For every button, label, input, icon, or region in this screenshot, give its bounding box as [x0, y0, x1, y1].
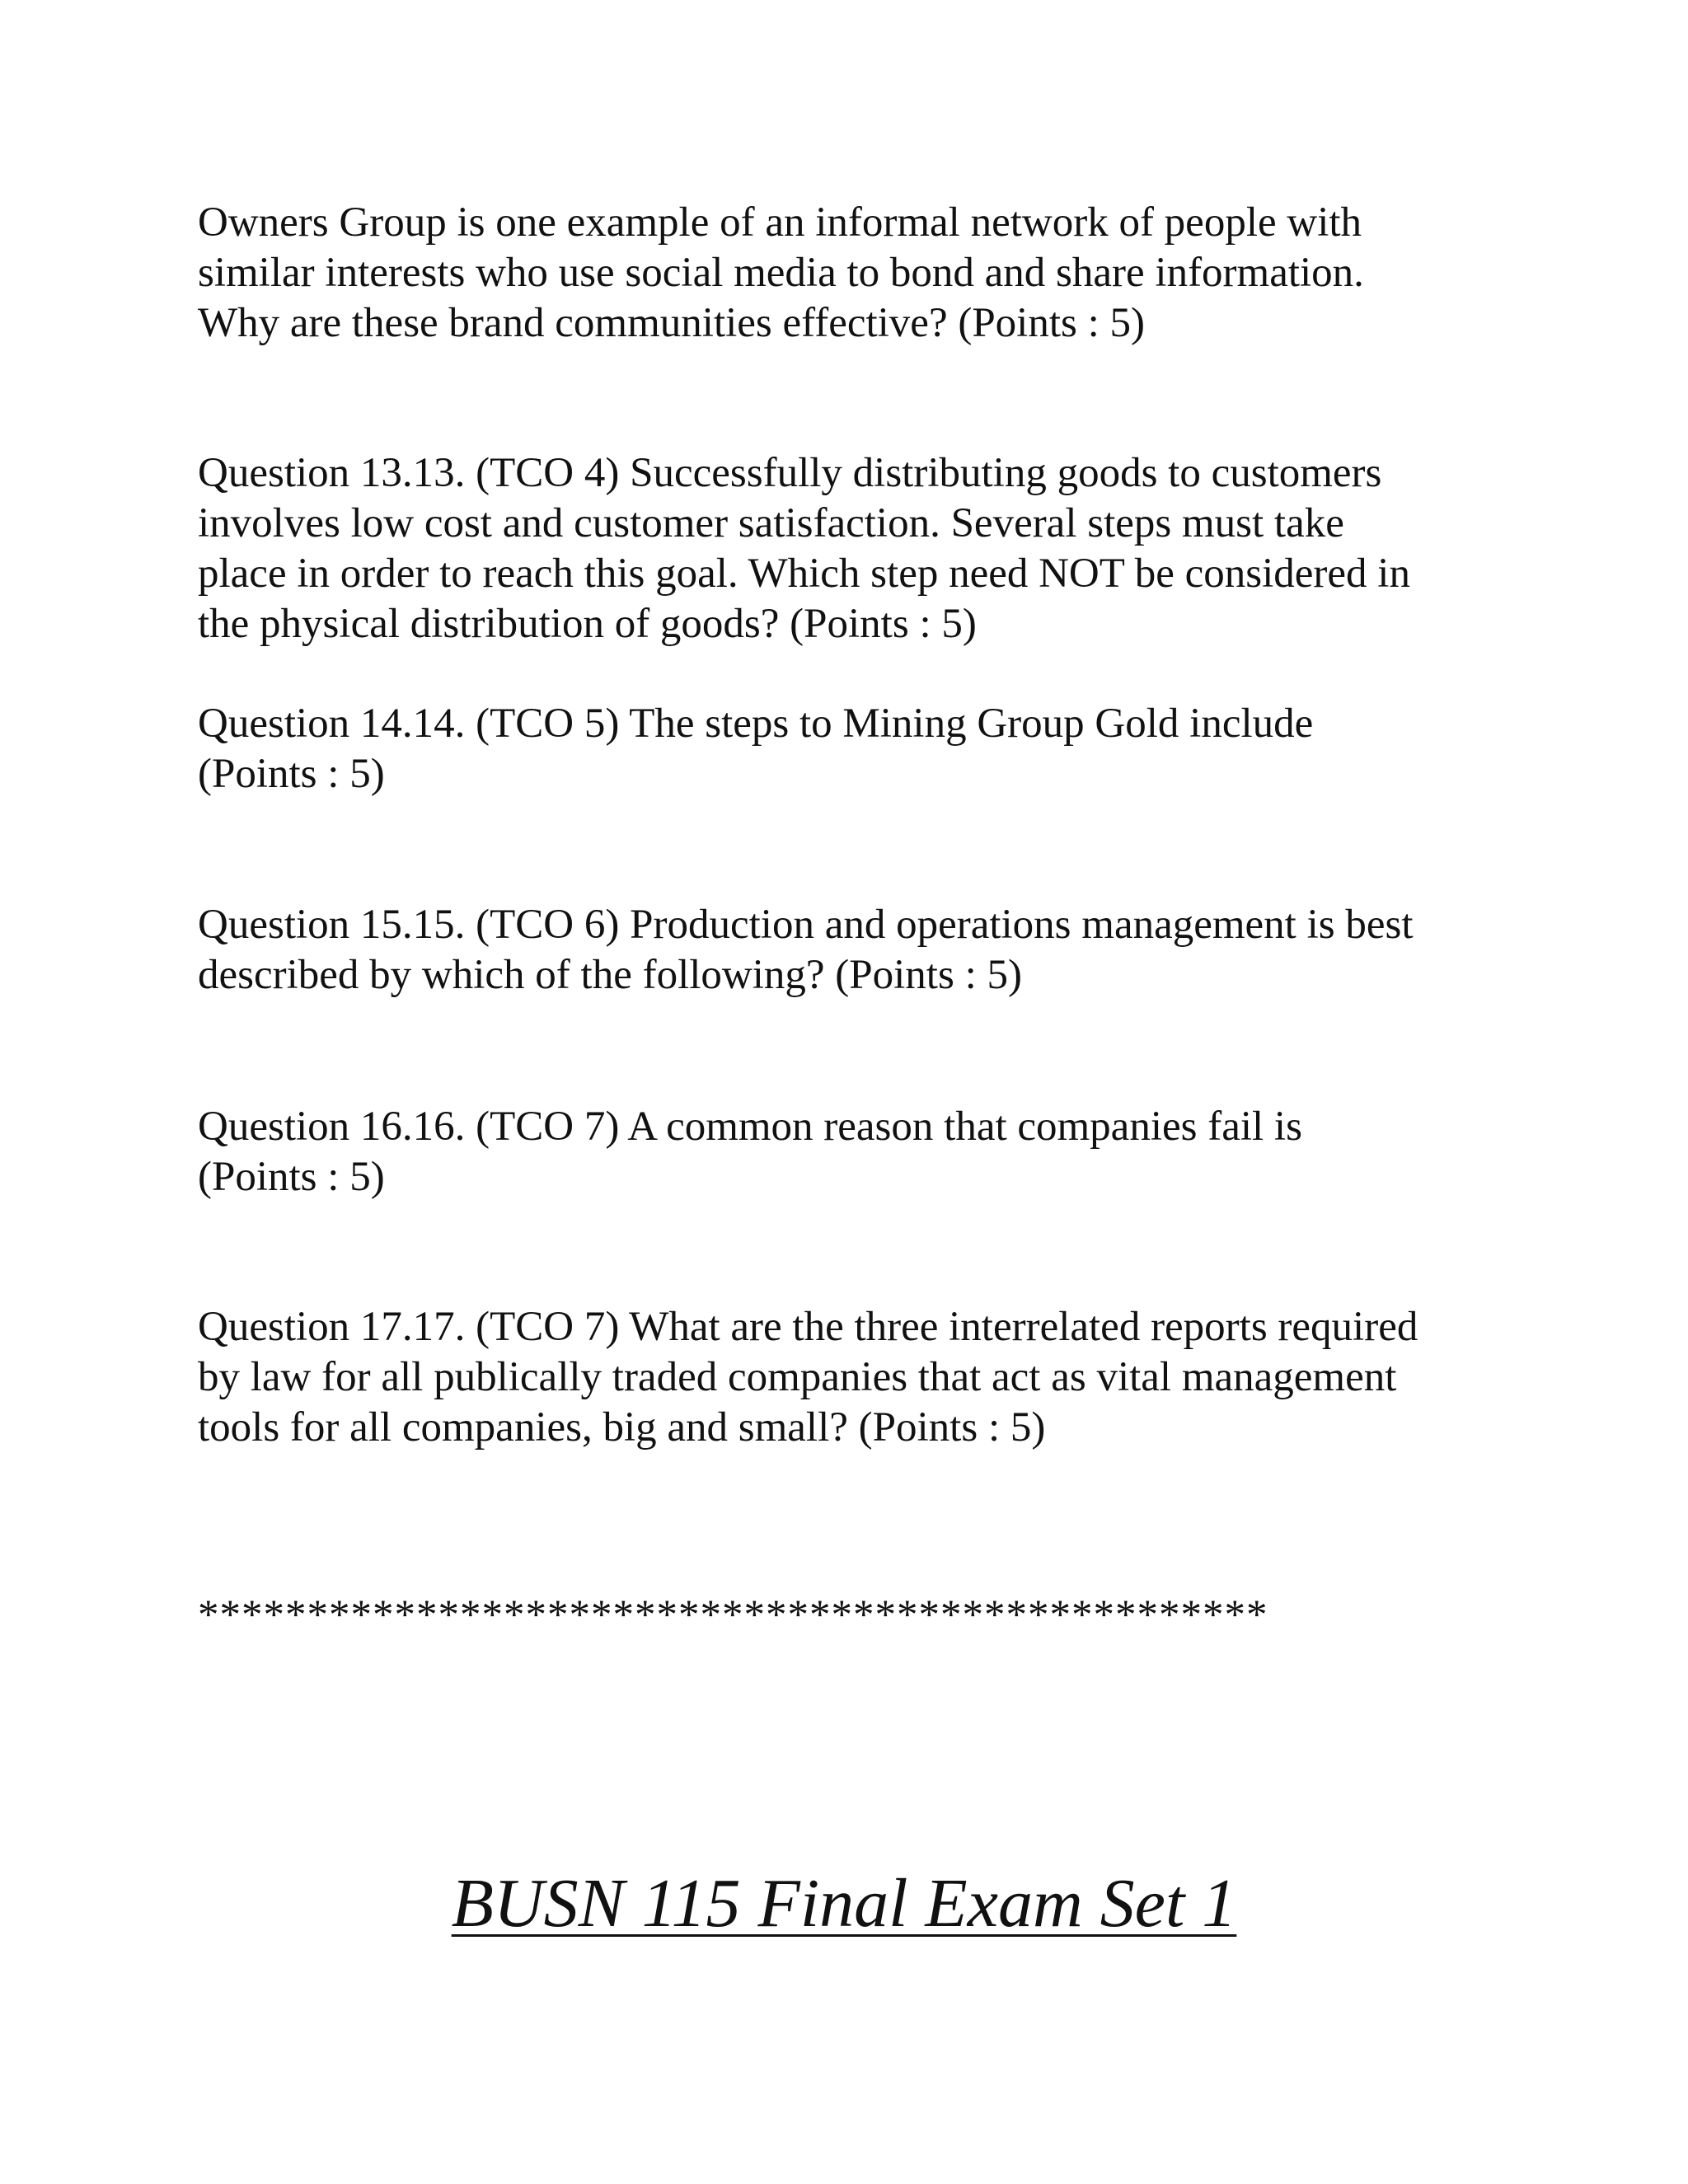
text-line: Why are these brand communities effective? (Points : 5) [198, 300, 1146, 346]
text-line: (Points : 5) [198, 751, 385, 797]
text-line: Owners Group is one example of an informal network of people with [198, 199, 1362, 246]
text-line: the physical distribution of goods? (Points : 5) [198, 601, 977, 647]
text-line: Question 16.16. (TCO 7) A common reason that companies fail is [198, 1104, 1302, 1150]
question-16 [198, 1102, 1484, 1202]
text-line: Question 17.17. (TCO 7) What are the three interrelated reports required [198, 1304, 1418, 1350]
text-line: by law for all publically traded companies that act as vital management [198, 1354, 1397, 1400]
text-line: similar interests who use social media to bond and share information. [198, 250, 1364, 296]
text-line: described by which of the following? (Points : 5) [198, 952, 1022, 998]
separator-line: ************************************************* [198, 1592, 1268, 1638]
text-line: place in order to reach this goal. Which step need NOT be considered in [198, 551, 1410, 597]
question-13 [198, 448, 1484, 649]
text-line: (Points : 5) [198, 1154, 385, 1200]
text-line: Question 15.15. (TCO 6) Production and operations management is best [198, 902, 1414, 948]
footer-title-text: BUSN 115 Final Exam Set 1 [451, 1865, 1237, 1942]
text-line: Question 13.13. (TCO 4) Successfully distributing goods to customers [198, 450, 1382, 496]
question-12-continuation [198, 198, 1484, 349]
text-line: tools for all companies, big and small? (Points : 5) [198, 1404, 1046, 1451]
footer-title [0, 1863, 1688, 1945]
question-15 [198, 900, 1484, 1001]
question-14 [198, 699, 1484, 799]
text-line: Question 14.14. (TCO 5) The steps to Mining Group Gold include [198, 701, 1314, 747]
question-17 [198, 1302, 1484, 1453]
text-line: involves low cost and customer satisfaction. Several steps must take [198, 500, 1344, 546]
